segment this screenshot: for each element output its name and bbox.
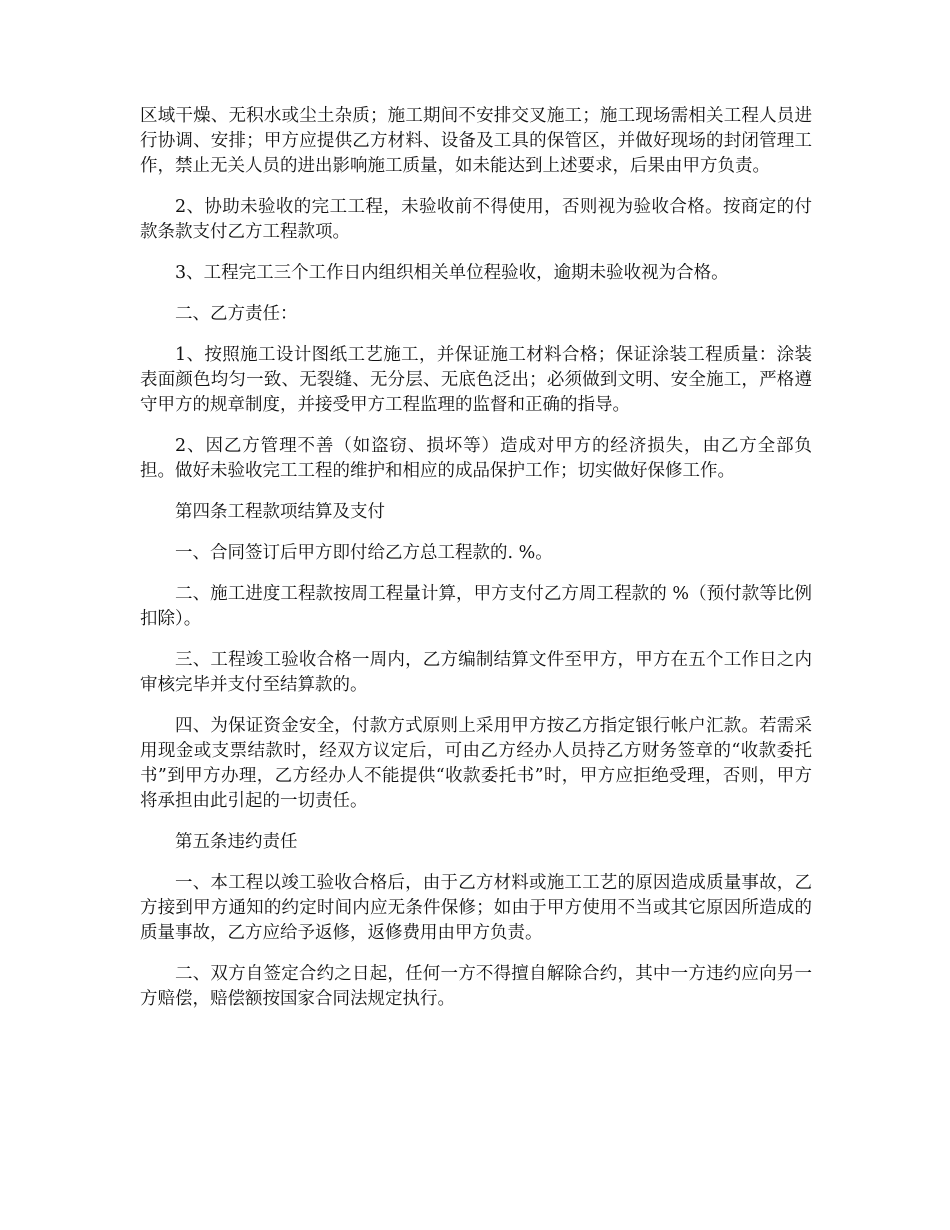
paragraph-clause-3: 3、工程完工三个工作日内组织相关单位程验收，逾期未验收视为合格。 [175,263,729,283]
paragraph-payment-4: 四、为保证资金安全，付款方式原则上采用甲方按乙方指定银行帐户汇款。若需采用现金或支票结款时，经双方议定后，可由乙方经办人员持乙方财务签章的“收款委托书”到甲方办理，乙方经办人不能提供“收款委托书”时，甲方应拒绝受理，否则，甲方将承担由此引起的一切责任。 [140,716,812,811]
paragraph-party-b-1: 1、按照施工设计图纸工艺施工，并保证施工材料合格；保证涂装工程质量：涂装表面颜色均匀一致、无裂缝、无分层、无底色泛出；必须做到文明、安全施工，严格遵守甲方的规章制度，并接受甲方工程监理的监督和正确的指导。 [140,345,812,415]
paragraph-party-b-2: 2、因乙方管理不善（如盗窃、损坏等）造成对甲方的经济损失，由乙方全部负担。做好未验收完工工程的维护和相应的成品保护工作；切实做好保修工作。 [140,436,812,481]
paragraph-liability-1: 一、本工程以竣工验收合格后，由于乙方材料或施工工艺的原因造成质量事故，乙方接到甲方通知的约定时间内应无条件保修；如由于甲方使用不当或其它原因所造成的质量事故，乙方应给予返修，返修费用由甲方负责。 [140,873,812,943]
paragraph-payment-1: 一、合同签订后甲方即付给乙方总工程款的. %。 [175,543,553,563]
document-body [140,104,812,1028]
article-heading-4: 第四条工程款项结算及支付 [175,502,385,522]
paragraph-payment-3: 三、工程竣工验收合格一周内，乙方编制结算文件至甲方，甲方在五个工作日之内审核完毕并支付至结算款的。 [140,650,812,695]
section-heading-party-b: 二、乙方责任： [175,304,298,324]
paragraph-payment-2: 二、施工进度工程款按周工程量计算，甲方支付乙方周工程款的 %（预付款等比例扣除）。 [140,584,812,629]
paragraph-liability-2: 二、双方自签定合约之日起，任何一方不得擅自解除合约，其中一方违约应向另一方赔偿，赔偿额按国家合同法规定执行。 [140,964,812,1009]
paragraph-clause-2: 2、协助未验收的完工工程，未验收前不得使用，否则视为验收合格。按商定的付款条款支付乙方工程款项。 [140,197,812,242]
paragraph-continuation: 区域干燥、无积水或尘土杂质；施工期间不安排交叉施工；施工现场需相关工程人员进行协调、安排；甲方应提供乙方材料、设备及工具的保管区，并做好现场的封闭管理工作，禁止无关人员的进出影响施工质量，如未能达到上述要求，后果由甲方负责。 [140,106,812,176]
article-heading-5: 第五条违约责任 [175,832,298,852]
